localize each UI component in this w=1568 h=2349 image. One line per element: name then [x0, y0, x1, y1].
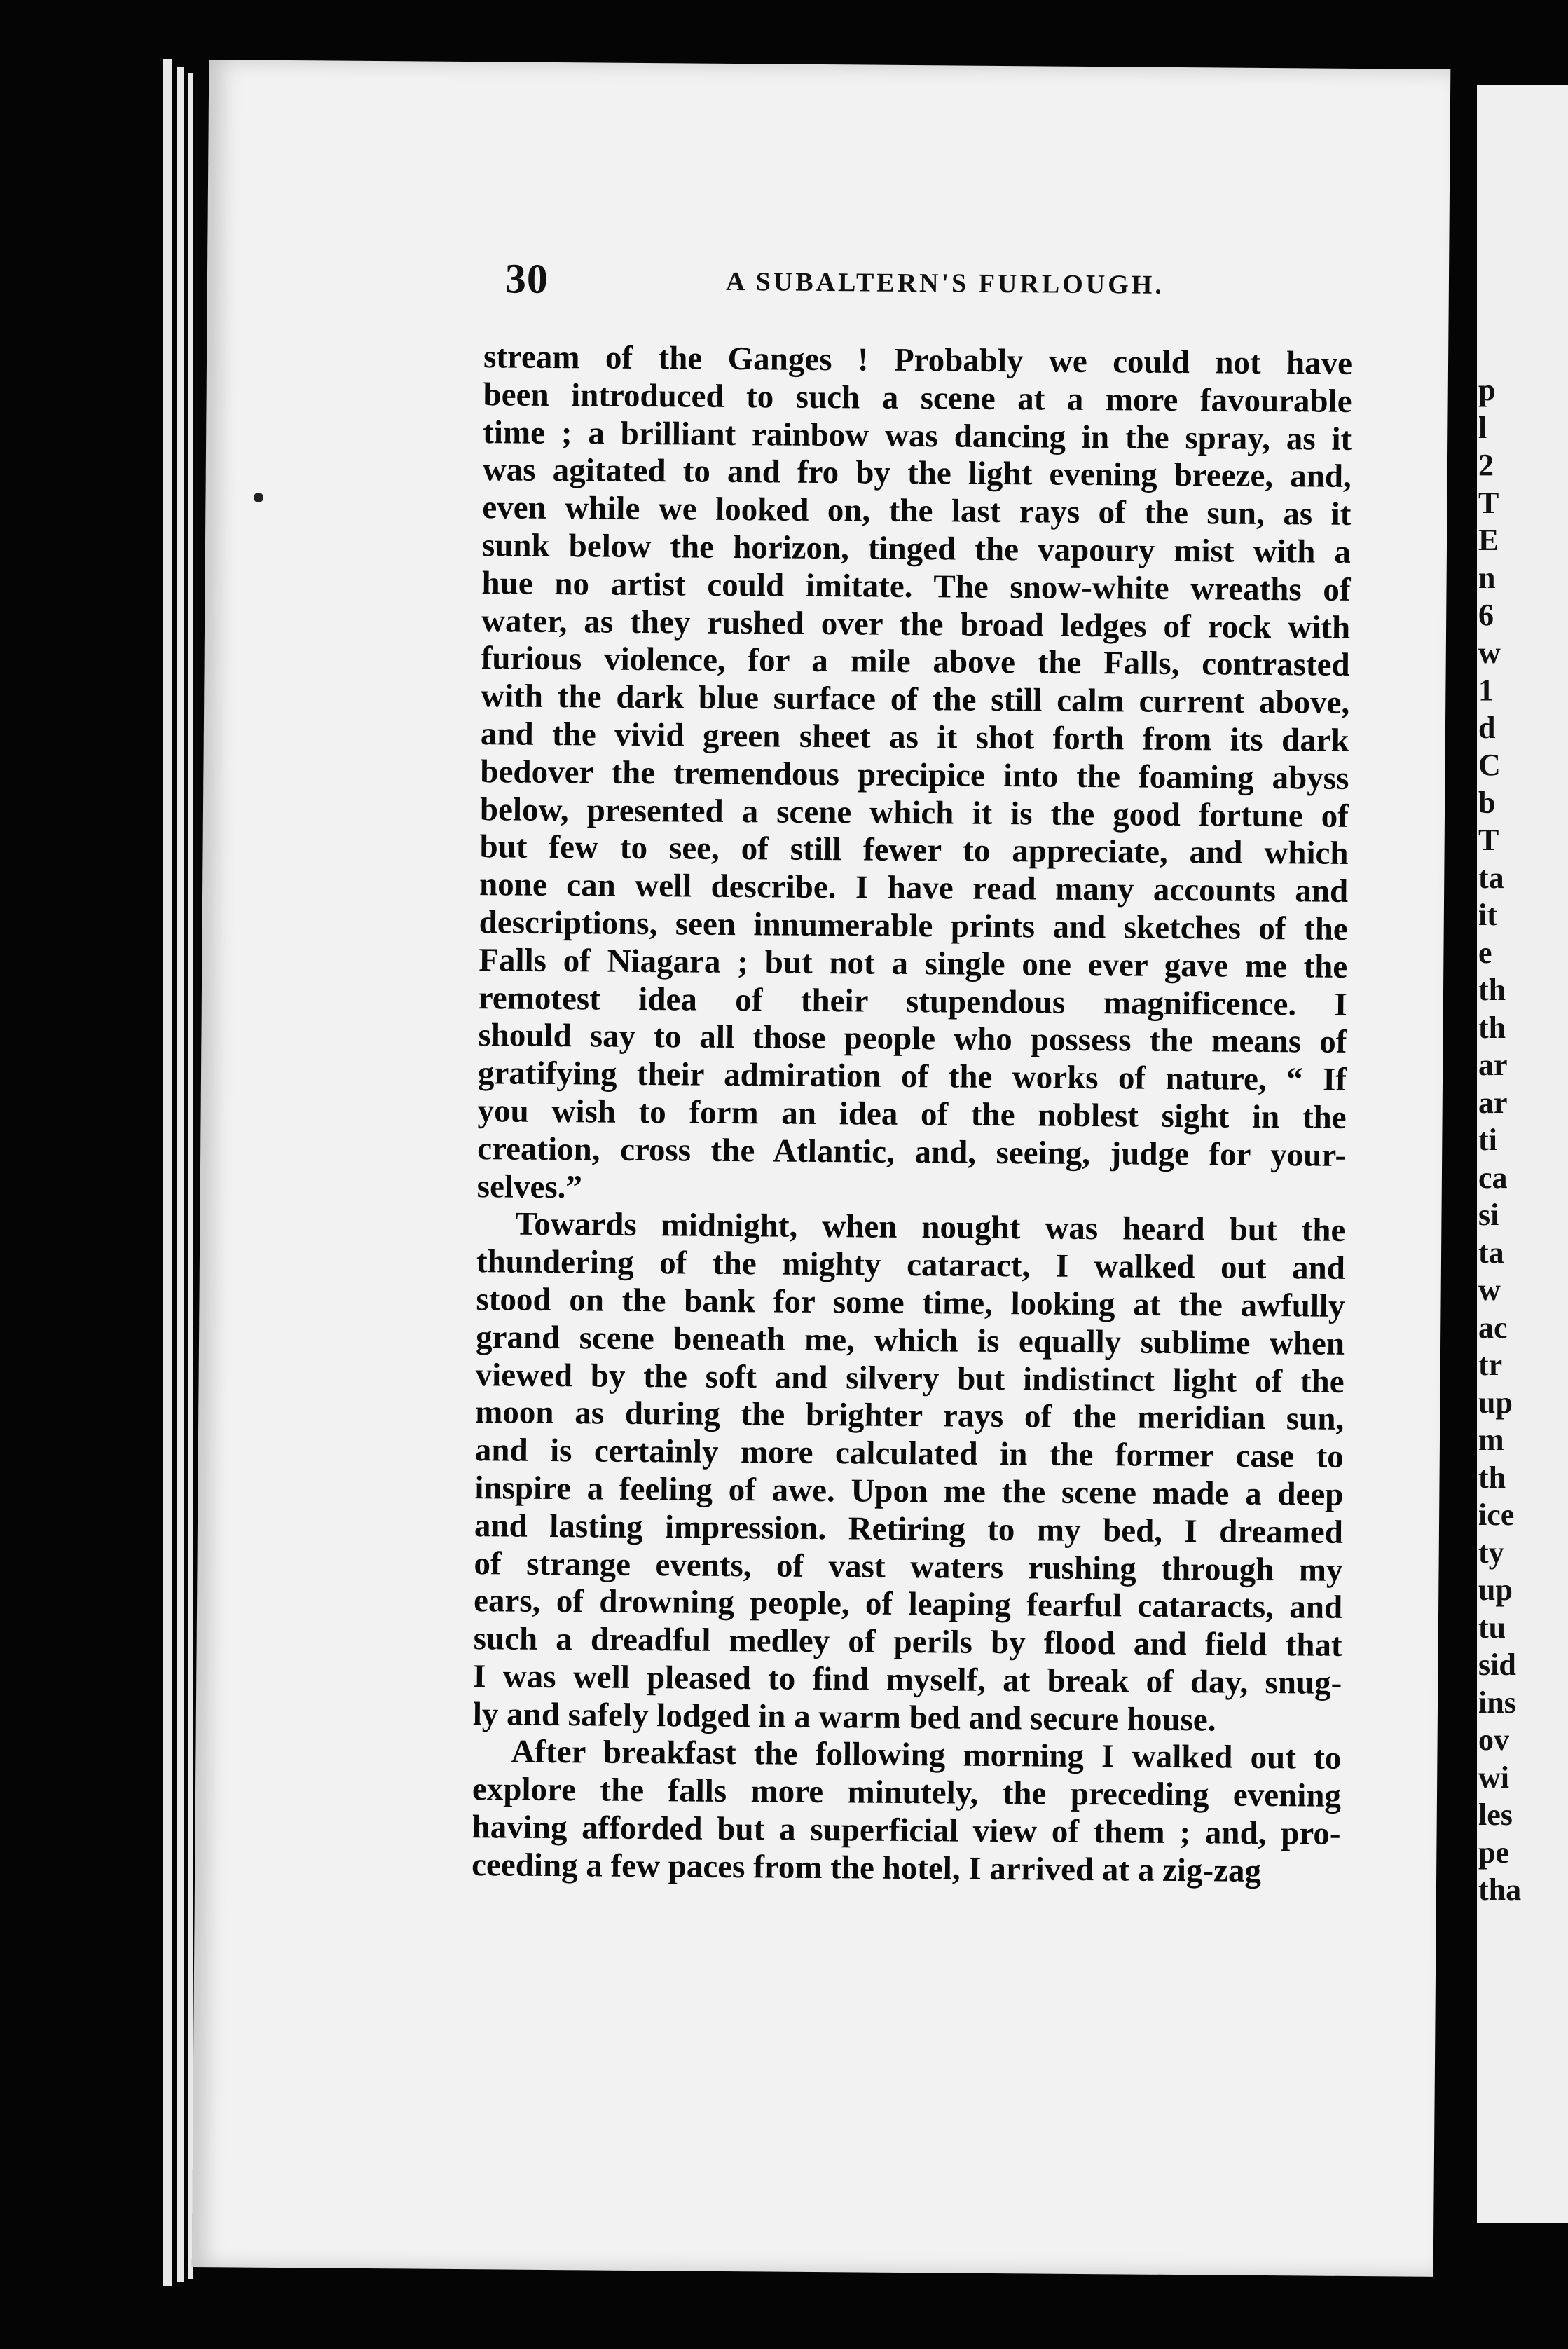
page-header — [505, 254, 1375, 324]
facing-text-fragment: b — [1478, 785, 1496, 820]
text-line: Falls of Niagara ; but not a single one ever gave me the — [479, 941, 1348, 985]
text-line: inspire a feeling of awe. Upon me the scene made a deep — [474, 1470, 1344, 1513]
facing-text-fragment: 2 — [1478, 448, 1494, 482]
text-line: thundering of the mighty cataract, I walked out and — [476, 1243, 1346, 1287]
facing-text-fragment: 1 — [1478, 673, 1494, 707]
facing-text-fragment: n — [1478, 560, 1496, 595]
text-line: sunk below the horizon, tinged the vapoury mist with a — [481, 527, 1352, 570]
facing-text-fragment: si — [1478, 1198, 1499, 1232]
text-line: of strange events, of vast waters rushing through my — [474, 1545, 1343, 1589]
facing-text-fragment: w — [1478, 635, 1501, 670]
text-line: water, as they rushed over the broad ledges of rock with — [481, 602, 1351, 646]
facing-text-fragment: th — [1478, 1460, 1506, 1495]
text-line: stream of the Ganges ! Probably we could not have — [483, 338, 1353, 382]
text-line: Towards midnight, when nought was heard but the — [515, 1205, 1346, 1249]
facing-text-fragment: ice — [1478, 1498, 1515, 1532]
text-line: grand scene beneath me, which is equally sublime when — [475, 1318, 1345, 1362]
facing-text-fragment: it — [1478, 898, 1497, 932]
text-line: creation, cross the Atlantic, and, seeing, judge for your- — [477, 1130, 1347, 1174]
facing-text-fragment: d — [1478, 710, 1496, 745]
facing-text-fragment: ta — [1478, 860, 1504, 895]
text-line: stood on the bank for some time, looking at the awfully — [476, 1281, 1345, 1324]
facing-text-fragment: ta — [1478, 1235, 1504, 1270]
text-line: selves.” — [476, 1167, 583, 1205]
text-line: and the vivid green sheet as it shot forth from its dark — [480, 715, 1350, 759]
facing-text-fragment: p — [1478, 373, 1496, 407]
facing-text-fragment: T — [1478, 485, 1499, 520]
facing-text-fragment: T — [1478, 823, 1499, 857]
text-line: ceeding a few paces from the hotel, I arrived at a zig-zag — [471, 1846, 1262, 1889]
facing-text-fragment: ac — [1478, 1310, 1508, 1345]
page-edge — [177, 67, 184, 2282]
text-line: and is certainly more calculated in the former case to — [474, 1432, 1344, 1475]
facing-text-fragment: tha — [1478, 1872, 1522, 1907]
facing-text-fragment: ar — [1478, 1085, 1508, 1120]
text-line: been introduced to such a scene at a more favourable — [483, 376, 1352, 420]
text-line: but few to see, of still fewer to appreciate, and which — [479, 828, 1349, 872]
text-line: with the dark blue surface of the still calm current above, — [481, 678, 1350, 722]
facing-text-fragment: th — [1478, 973, 1506, 1007]
text-line: hue no artist could imitate. The snow-white wreaths of — [481, 564, 1351, 608]
facing-text-fragment: 6 — [1478, 598, 1494, 632]
facing-text-fragment: wi — [1478, 1760, 1509, 1795]
body-text — [472, 338, 1352, 1891]
text-line: was agitated to and fro by the light evening breeze, and, — [482, 451, 1352, 495]
text-line: furious violence, for a mile above the Falls, contrasted — [481, 640, 1350, 684]
scan-speck — [254, 493, 263, 502]
facing-text-fragment: ty — [1478, 1535, 1504, 1570]
text-line: time ; a brilliant rainbow was dancing in the spray, as it — [483, 413, 1352, 458]
facing-text-fragment: l — [1478, 410, 1487, 445]
facing-text-fragment: C — [1478, 748, 1501, 782]
text-line: explore the falls more minutely, the preceding evening — [472, 1771, 1342, 1815]
text-line: and lasting impression. Retiring to my bed, I dreamed — [474, 1507, 1344, 1551]
facing-text-fragment: m — [1478, 1423, 1504, 1457]
text-line: I was well pleased to find myself, at break of day, snug- — [473, 1658, 1342, 1701]
text-line: having afforded but a superficial view of them ; and, pro- — [472, 1809, 1341, 1852]
text-line: even while we looked on, the last rays of the sun, as it — [482, 489, 1352, 533]
facing-page-text — [1478, 371, 1568, 1909]
text-line: descriptions, seen innumerable prints and sketches of the — [479, 904, 1348, 947]
facing-text-fragment: E — [1478, 523, 1499, 557]
running-head: A SUBALTERN'S FURLOUGH. — [725, 266, 1164, 300]
facing-text-fragment: ov — [1478, 1723, 1509, 1757]
page-number: 30 — [504, 255, 549, 302]
text-line: should say to all those people who possess the means of — [478, 1017, 1347, 1061]
book-page — [192, 60, 1451, 2277]
text-line: ly and safely lodged in a warm bed and secure house. — [472, 1695, 1216, 1739]
text-line: remotest idea of their stupendous magnificence. I — [478, 979, 1348, 1023]
facing-text-fragment: ar — [1478, 1048, 1508, 1082]
facing-text-fragment: pe — [1478, 1835, 1509, 1870]
facing-text-fragment: les — [1478, 1797, 1513, 1832]
facing-text-fragment: w — [1478, 1273, 1501, 1307]
text-line: After breakfast the following morning I walked out to — [511, 1734, 1342, 1777]
facing-text-fragment: sid — [1478, 1648, 1516, 1682]
facing-text-fragment: tr — [1478, 1348, 1503, 1382]
facing-text-fragment: th — [1478, 1010, 1506, 1045]
text-line: viewed by the soft and silvery but indistinct light of the — [475, 1356, 1345, 1400]
text-line: bedover the tremendous precipice into the foaming abyss — [480, 753, 1349, 797]
page-edge — [163, 59, 172, 2286]
text-line: ears, of drowning people, of leaping fearful cataracts, and — [473, 1582, 1343, 1627]
text-line: below, presented a scene which it is the good fortune of — [479, 790, 1349, 835]
facing-text-fragment: tu — [1478, 1610, 1506, 1645]
facing-text-fragment: ca — [1478, 1160, 1508, 1195]
facing-text-fragment: e — [1478, 935, 1492, 970]
facing-text-fragment: ins — [1478, 1685, 1516, 1720]
facing-text-fragment: ti — [1478, 1123, 1497, 1157]
text-line: gratifying their admiration of the works of nature, “ If — [477, 1055, 1347, 1099]
facing-text-fragment: up — [1478, 1573, 1513, 1607]
text-line: such a dreadful medley of perils by flood and field that — [473, 1620, 1342, 1664]
page-edge — [188, 73, 193, 2279]
text-line: none can well describe. I have read many accounts and — [479, 866, 1349, 910]
text-line: you wish to form an idea of the noblest sight in the — [477, 1093, 1347, 1136]
facing-text-fragment: up — [1478, 1385, 1513, 1420]
text-line: moon as during the brighter rays of the meridian sun, — [475, 1394, 1345, 1438]
